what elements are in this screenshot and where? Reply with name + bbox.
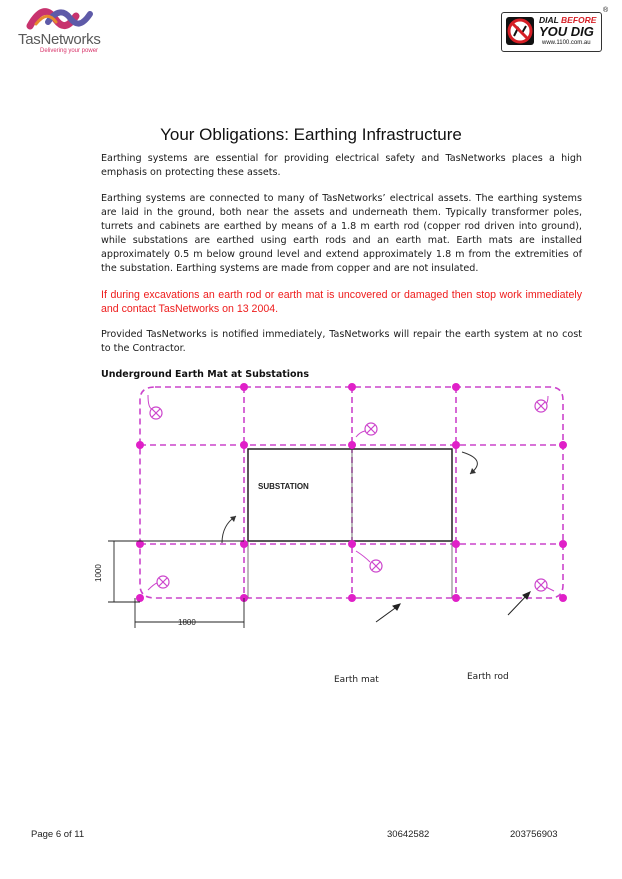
diagram-heading: Underground Earth Mat at Substations — [101, 369, 309, 380]
dbyd-url: www.1100.com.au — [542, 40, 591, 46]
details-paragraph: Earthing systems are connected to many of TasNetworks’ electrical assets. The earthing systems are laid in the ground, both near the assets and underneath them. Typically transformer poles, turrets and cabinets are earthed by means of a 1.8 m earth rod (copper rod driven into ground), while substations are earthed using earth rods and an earth mat. Earth mats are installed approximately 0.5 m below ground level and extend approximately 1.8 m from the extremities of the substation. Earthing systems are made from copper and are not insulated. — [101, 193, 582, 274]
page-number: Page 6 of 11 — [31, 829, 85, 840]
earth-rod-icon — [365, 423, 377, 435]
earth-mat-label: Earth mat — [334, 675, 379, 685]
dimension-vertical-label: 1000 — [94, 564, 103, 582]
logo-name: TasNetworks — [18, 31, 101, 48]
dbyd-top-red: BEFORE — [561, 15, 597, 25]
warning-paragraph: If during excavations an earth rod or earth mat is uncovered or damaged then stop work immediately and contact TasNetworks on 13 2004. — [101, 289, 582, 315]
repair-paragraph: Provided TasNetworks is notified immediately, TasNetworks will repair the earth system at no cost to the Contractor. — [101, 329, 582, 354]
intro-paragraph: Earthing systems are essential for providing electrical safety and TasNetworks places a high emphasis on protecting these assets. — [101, 153, 582, 178]
connection-arrows — [222, 452, 477, 543]
earth-rod-icons — [150, 400, 547, 591]
substation-box — [248, 449, 452, 541]
document-id: 30642582 — [387, 829, 430, 840]
dimension-lines — [108, 541, 244, 628]
dbyd-registered-mark: ® — [603, 7, 609, 14]
earth-rod-label: Earth rod — [467, 672, 509, 682]
reference-id: 203756903 — [510, 829, 558, 840]
substation-label: SUBSTATION — [258, 482, 309, 491]
earth-rod-icon — [157, 576, 169, 588]
dbyd-main-text: YOU DIG — [539, 24, 594, 39]
dimension-horizontal-label: 1800 — [178, 618, 196, 627]
page-title: Your Obligations: Earthing Infrastructure — [160, 125, 462, 144]
logo-tagline: Delivering your power — [40, 48, 99, 54]
earth-rod-icon — [535, 400, 547, 412]
earth-rod-icon — [535, 579, 547, 591]
earth-rod-icon — [370, 560, 382, 572]
earth-mat-grid — [140, 387, 563, 598]
dbyd-top-black: DIAL — [539, 15, 562, 25]
